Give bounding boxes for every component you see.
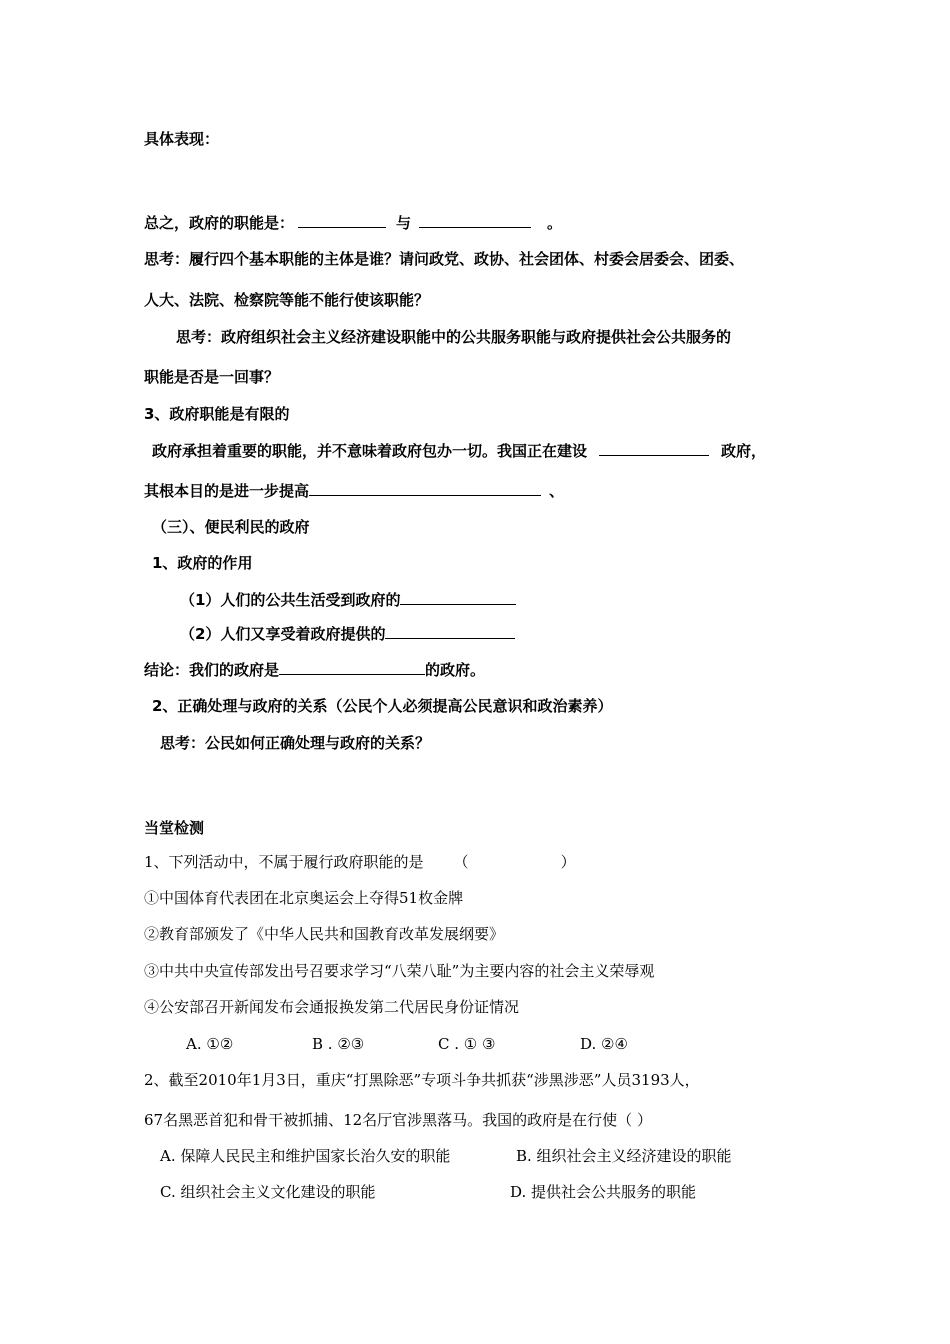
quiz-q1-option-3: ③中共中央宣传部发出号召要求学习“八荣八耻”为主要内容的社会主义荣辱观	[144, 962, 655, 980]
role-item-1	[180, 590, 516, 610]
convenient-government-heading: （三）、便民利民的政府	[152, 518, 310, 536]
limited-line-2-text: 其根本目的是进一步提高	[144, 482, 310, 500]
quiz-q2-line-1: 2、截至2010年1月3日，重庆“打黑除恶”专项斗争共抓获“涉黑涉恶”人员3193人，	[144, 1071, 700, 1089]
summary-line	[144, 213, 562, 233]
limited-line-2	[144, 481, 564, 501]
q2-choice-b: B. 组织社会主义经济建设的职能	[516, 1147, 732, 1165]
answer-blank	[279, 660, 425, 675]
answer-blank	[298, 213, 386, 228]
role-item-2-text: （2）人们又享受着政府提供的	[180, 625, 386, 643]
answer-blank	[309, 481, 541, 496]
q1-choice-b: B . ②③	[312, 1035, 365, 1053]
summary-connector: 与	[396, 214, 412, 232]
answer-blank	[599, 441, 709, 456]
q2-choice-d: D. 提供社会公共服务的职能	[510, 1183, 697, 1201]
think-question-1-line-2: 人大、法院、检察院等能不能行使该职能？	[144, 291, 430, 309]
conclusion-line	[144, 660, 485, 680]
q1-choice-d: D. ②④	[580, 1035, 628, 1053]
q1-paren-open: （	[453, 853, 469, 871]
relationship-subheading: 2、正确处理与政府的关系（公民个人必须提高公民意识和政治素养）	[152, 697, 613, 715]
conclusion-text: 结论：我们的政府是	[144, 661, 280, 679]
limited-line-1-text: 政府承担着重要的职能，并不意味着政府包办一切。我国正在建设	[152, 442, 588, 460]
role-item-2	[180, 624, 515, 644]
conclusion-end: 的政府。	[425, 661, 486, 679]
specific-performance-label: 具体表现：	[144, 130, 220, 148]
q1-choice-c: C . ① ③	[438, 1035, 496, 1053]
answer-blank	[400, 590, 516, 605]
answer-blank	[385, 624, 515, 639]
limited-line-1	[152, 441, 766, 461]
answer-blank	[419, 213, 531, 228]
q1-choice-a: A. ①②	[186, 1035, 234, 1053]
government-role-subheading: 1、政府的作用	[152, 554, 253, 572]
quiz-q2-line-2: 67名黑恶首犯和骨干被抓捕、12名厅官涉黑落马。我国的政府是在行使（ ）	[144, 1111, 652, 1129]
summary-end: 。	[547, 214, 563, 232]
quiz-q1-option-1: ①中国体育代表团在北京奥运会上夺得51枚金牌	[144, 889, 464, 907]
quiz-q1-stem	[144, 852, 576, 872]
q2-choice-a: A. 保障人民民主和维护国家长治久安的职能	[160, 1147, 451, 1165]
q1-stem-text: 1、下列活动中，不属于履行政府职能的是	[144, 853, 424, 871]
q1-paren-close: ）	[560, 853, 576, 871]
limited-line-1-end: 政府，	[721, 442, 767, 460]
limited-functions-heading: 3、政府职能是有限的	[144, 405, 290, 423]
relationship-think-question: 思考：公民如何正确处理与政府的关系？	[160, 734, 431, 752]
think-question-2-line-2: 职能是否是一回事？	[144, 368, 280, 386]
quiz-q1-option-4: ④公安部召开新闻发布会通报换发第二代居民身份证情况	[144, 998, 520, 1016]
role-item-1-text: （1）人们的公共生活受到政府的	[180, 591, 401, 609]
quiz-q1-option-2: ②教育部颁发了《中华人民共和国教育改革发展纲要》	[144, 925, 505, 943]
think-question-2-line-1: 思考：政府组织社会主义经济建设职能中的公共服务职能与政府提供社会公共服务的	[176, 328, 732, 346]
summary-prefix: 总之，政府的职能是：	[144, 214, 295, 232]
think-question-1-line-1: 思考：履行四个基本职能的主体是谁？请问政党、政协、社会团体、村委会居委会、团委、	[144, 250, 745, 268]
q2-choice-c: C. 组织社会主义文化建设的职能	[160, 1183, 376, 1201]
limited-line-2-end: 、	[549, 482, 565, 500]
quiz-heading: 当堂检测	[144, 819, 205, 837]
